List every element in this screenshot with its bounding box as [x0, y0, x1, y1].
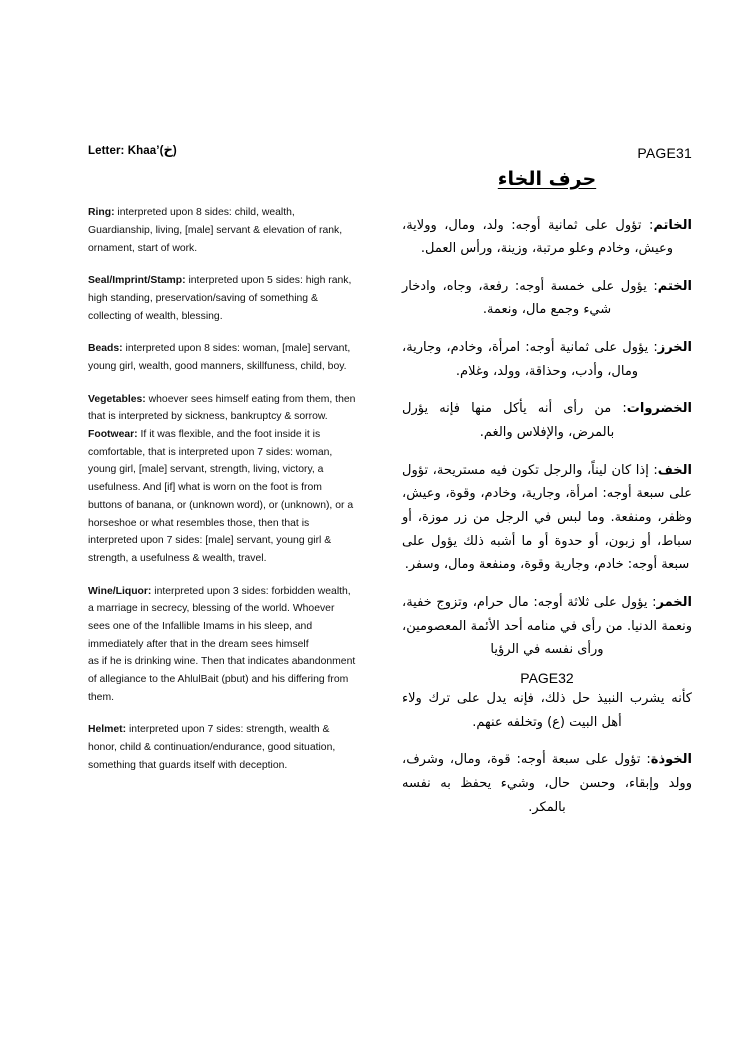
arabic-term-al-khatm: الختم [657, 278, 692, 294]
arabic-column [402, 145, 692, 819]
spacer [402, 577, 692, 591]
spacer [402, 383, 692, 397]
arabic-term-al-khatim: الخاتم [653, 217, 692, 233]
entry-wine [88, 583, 356, 654]
entry-text-vegetables: whoever sees himself eating from them, then that is interpreted by sickness, bankruptcy & sorrow. [88, 393, 356, 423]
arabic-text-al-khudha: : تؤول على سبعة أوجه: قوة، ومال، وشرف، وولد وإبقاء، وحسن حال، وشيء يحفظ به نفسه بالمكر. [402, 752, 692, 815]
entry-footwear [88, 426, 356, 568]
entry-vegetables [88, 391, 356, 426]
page-title [88, 142, 356, 160]
entry-term-ring: Ring: [88, 207, 115, 219]
arabic-term-al-kharaz: الخرز [657, 340, 692, 356]
entry-term-wine: Wine/Liquor: [88, 585, 152, 597]
arabic-entry-al-khudrawat [402, 397, 692, 444]
spacer [402, 662, 692, 670]
arabic-text-al-khamr: : يؤول على ثلاثة أوجه: مال حرام، وتزوج خفية، ونعمة الدنيا. من رأى في منامه أحد الأئمة المعصومين، ورأى نفسه في الرؤيا [402, 595, 692, 658]
entry-text-wine-continued: as if he is drinking wine. Then that indicates abandonment of allegiance to the AhlulBait (pbut) and his differing from them. [88, 656, 356, 703]
entry-term-vegetables: Vegetables: [88, 393, 146, 405]
page-number-label-mid: PAGE32 [520, 670, 574, 686]
arabic-text-al-khatm: : يؤول على خمسة أوجه: رفعة، وجاه، وادخار شيء وجمع مال، ونعمة. [402, 278, 658, 318]
entry-text-helmet: interpreted upon 7 sides: strength, wealth & honor, child & continuation/endurance, good situation, something that guards itself with deception. [88, 724, 336, 771]
arabic-entry-al-kharaz [402, 336, 692, 383]
spacer [88, 257, 356, 272]
arabic-section-title: حرف الخاء [497, 168, 597, 190]
spacer [402, 261, 692, 275]
spacer [88, 568, 356, 583]
page-number-label-top: PAGE31 [637, 145, 692, 161]
spacer [402, 322, 692, 336]
arabic-text-al-khamr-continued: كأنه يشرب النبيذ حل ذلك، فإنه يدل على ترك ولاء أهل البيت (ع) وتخلفه عنهم. [402, 691, 692, 730]
arabic-entry-al-khuff [402, 459, 692, 577]
arabic-text-al-khuff: : إذا كان ليناً، والرجل تكون فيه مستريحة، تؤول على سبعة أوجه: امرأة، وجارية، وخادم، وقوة، وعيش، وظفر، ومنفعة. وما لبس في الرجل من زر موزة، أو سباط، أو زبون، أو حدوة أو ما أشبه ذلك يؤول على سبعة أوجه: خادم، وجارية وقوة، ومنفعة ومال، وسفر. [402, 462, 692, 573]
arabic-entry-al-khamr [402, 591, 692, 662]
arabic-entry-al-khudha [402, 748, 692, 819]
entry-beads [88, 340, 356, 375]
arabic-entry-al-khatim [402, 214, 692, 261]
arabic-term-al-khuff: الخف [657, 462, 692, 478]
arabic-entry-al-khatm [402, 275, 692, 322]
entry-ring [88, 204, 356, 257]
entry-wine-continued [88, 653, 356, 706]
letter-heading-close-paren: ) [172, 145, 177, 157]
entry-text-ring: interpreted upon 8 sides: child, wealth, Guardianship, living, [male] servant & elevation of rank, ornament, start of work. [88, 207, 343, 254]
arabic-term-al-khamr: الخمر [656, 595, 692, 611]
arabic-text-al-kharaz: : يؤول على ثمانية أوجه: امرأة، وخادم، وجارية، ومال، وأدب، وحذاقة، وولد، وغلام. [402, 340, 658, 379]
entry-text-beads: interpreted upon 8 sides: woman, [male] servant, young girl, wealth, good manners, skillfuness, child, boy. [88, 343, 351, 372]
spacer [402, 734, 692, 748]
letter-heading-label: Letter: Khaa’( [88, 145, 164, 157]
entry-helmet [88, 721, 356, 774]
letter-heading-arabic-glyph: خ [163, 143, 173, 158]
arabic-term-al-khudrawat: الخضروات [626, 401, 692, 417]
arabic-text-al-khatim: : تؤول على ثمانية أوجه: ولد، ومال، وولاية، وعيش، وخادم وعلو مرتبة، وزينة، ورأس العمل. [402, 217, 674, 257]
entry-text-seal: interpreted upon 5 sides: high rank, high standing, preservation/saving of something & collecting of wealth, blessing. [88, 275, 352, 322]
entry-text-wine: interpreted upon 3 sides: forbidden wealth, a marriage in secrecy, blessing of the world. Whoever sees one of the Infallible Imams in his sleep, and immediately after that in the dream sees himself [88, 585, 351, 650]
arabic-entry-al-khamr-continued [402, 687, 692, 734]
spacer [88, 160, 356, 204]
arabic-term-al-khudha: الخوذة [650, 752, 692, 768]
english-column [88, 142, 356, 774]
spacer [402, 445, 692, 459]
entry-term-seal: Seal/Imprint/Stamp: [88, 275, 186, 287]
entry-term-footwear: Footwear: [88, 429, 138, 441]
spacer [402, 194, 692, 214]
entry-text-footwear: If it was flexible, and the foot inside it is comfortable, that is interpreted upon 7 sides: woman, young girl, [male] servant, strength, living, victory, a usefulness. And [if] what is worn on the foot is from buttons of banana, or (unknown word), or (unknown), or a horseshoe or what resembles those, then that is interpreted upon 7 sides: [male] servant, young girl & strength, a usefulness & wealth, travel. [88, 429, 354, 564]
arabic-text-al-khudrawat: : من رأى أنه يأكل منها فإنه يؤرل بالمرض، والإفلاس والغم. [402, 401, 627, 441]
entry-seal [88, 272, 356, 325]
spacer [88, 706, 356, 721]
spacer [88, 325, 356, 340]
entry-term-helmet: Helmet: [88, 724, 127, 736]
entry-term-beads: Beads: [88, 343, 123, 355]
spacer [88, 376, 356, 391]
